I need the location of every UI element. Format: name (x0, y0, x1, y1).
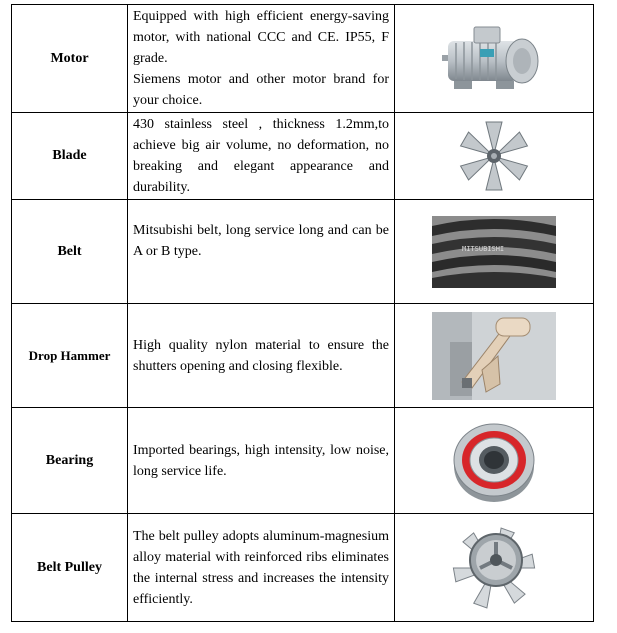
component-description (128, 514, 395, 622)
component-image-cell (395, 200, 594, 304)
spec-table (11, 4, 594, 622)
drop-hammer-icon (432, 312, 556, 400)
table-row (12, 408, 594, 514)
component-name: Drop Hammer (12, 304, 128, 408)
description-paragraph: Siemens motor and other motor brand for your choice. (133, 72, 389, 108)
description-paragraph: Imported bearings, high intensity, low noise, long service life. (133, 442, 389, 479)
component-name: Belt (12, 200, 128, 304)
component-name: Blade (12, 113, 128, 200)
table-row (12, 304, 594, 408)
component-name: Motor (12, 5, 128, 113)
belt-icon (432, 216, 556, 288)
description-paragraph: Mitsubishi belt, long service long and can be A or B type. (133, 223, 389, 259)
table-row (12, 200, 594, 304)
description-paragraph: 430 stainless steel , thickness 1.2mm,to achieve big air volume, no deformation, no breaking and elegant appearance and durability. (133, 117, 389, 195)
blade-icon (454, 116, 534, 196)
component-name: Bearing (12, 408, 128, 514)
motor-icon (434, 15, 554, 103)
component-description (128, 5, 395, 113)
component-description (128, 200, 395, 304)
table-row (12, 113, 594, 200)
component-description (128, 113, 395, 200)
table-row (12, 514, 594, 622)
bearing-icon (449, 416, 539, 506)
component-description (128, 304, 395, 408)
component-image-cell (395, 408, 594, 514)
component-image-cell (395, 5, 594, 113)
belt-print: MITSUBISHI (462, 244, 505, 253)
belt-pulley-icon (434, 520, 554, 616)
description-paragraph: High quality nylon material to ensure the shutters opening and closing flexible. (133, 337, 389, 374)
table-row (12, 5, 594, 113)
component-image-cell (395, 304, 594, 408)
component-image-cell (395, 514, 594, 622)
component-image-cell (395, 113, 594, 200)
component-name: Belt Pulley (12, 514, 128, 622)
description-paragraph: The belt pulley adopts aluminum-magnesium alloy material with reinforced ribs eliminates the internal stress and increases the intensity efficiently. (133, 528, 389, 607)
description-paragraph: Equipped with high efficient energy-saving motor, with national CCC and CE. IP55, F grade. (133, 9, 389, 66)
component-description (128, 408, 395, 514)
